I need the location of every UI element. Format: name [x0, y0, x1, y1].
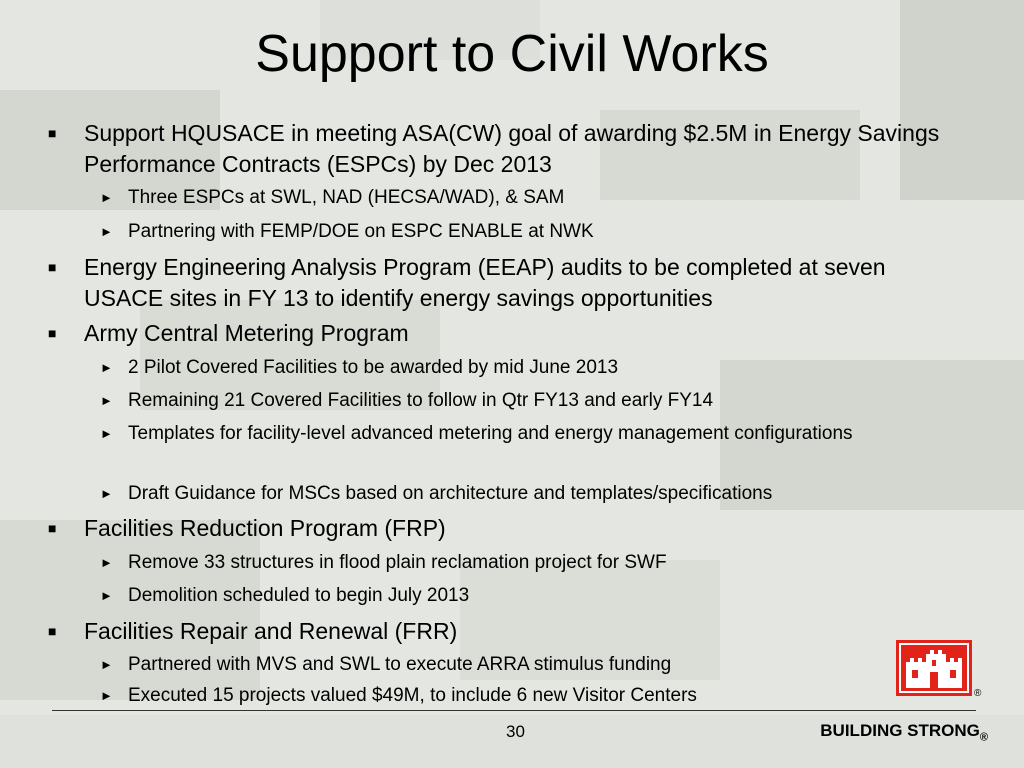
triangle-bullet-icon: ► — [100, 393, 113, 408]
bullet-text: Energy Engineering Analysis Program (EEAP) audits to be completed at seven USACE sites in FY 13 to identify energy savings opportunities — [84, 254, 886, 311]
square-bullet-icon: ■ — [48, 259, 57, 275]
sub-bullet-text: Partnering with FEMP/DOE on ESPC ENABLE at NWK — [128, 221, 594, 242]
bullet-item — [48, 252, 928, 314]
bullet-item — [48, 118, 940, 180]
sub-bullet-text: Demolition scheduled to begin July 2013 — [128, 585, 470, 606]
slide-title: Support to Civil Works — [255, 25, 769, 83]
triangle-bullet-icon: ► — [100, 486, 113, 501]
tagline-registered-mark: ® — [979, 731, 988, 744]
triangle-bullet-icon: ► — [100, 360, 113, 375]
footer-tagline — [820, 721, 988, 743]
sub-bullet-text: Executed 15 projects valued $49M, to include 6 new Visitor Centers — [128, 685, 697, 706]
tagline-text: BUILDING STRONG — [820, 721, 980, 740]
bullet-text: Army Central Metering Program — [84, 320, 409, 346]
square-bullet-icon: ■ — [48, 325, 57, 341]
square-bullet-icon: ■ — [48, 520, 57, 536]
triangle-bullet-icon: ► — [100, 224, 113, 239]
castle-logo-icon — [896, 640, 972, 696]
triangle-bullet-icon: ► — [100, 657, 113, 672]
triangle-bullet-icon: ► — [100, 426, 113, 441]
bullet-text: Support HQUSACE in meeting ASA(CW) goal of awarding $2.5M in Energy Savings Performance Contracts (ESPCs) by Dec 2013 — [84, 120, 940, 177]
triangle-bullet-icon: ► — [100, 190, 113, 205]
sub-bullet-text: Draft Guidance for MSCs based on architecture and templates/specifications — [128, 483, 773, 504]
triangle-bullet-icon: ► — [100, 688, 113, 703]
square-bullet-icon: ■ — [48, 623, 57, 639]
bullet-text: Facilities Repair and Renewal (FRR) — [84, 618, 458, 644]
triangle-bullet-icon: ► — [100, 555, 113, 570]
square-bullet-icon: ■ — [48, 125, 57, 141]
triangle-bullet-icon: ► — [100, 588, 113, 603]
sub-bullet-text: Three ESPCs at SWL, NAD (HECSA/WAD), & SAM — [128, 187, 565, 208]
footer-divider — [52, 710, 976, 711]
logo-registered-mark: ® — [974, 688, 982, 699]
sub-bullet-text: 2 Pilot Covered Facilities to be awarded by mid June 2013 — [128, 357, 619, 378]
sub-bullet-text: Partnered with MVS and SWL to execute ARRA stimulus funding — [128, 654, 672, 675]
page-number: 30 — [506, 722, 525, 741]
bullet-text: Facilities Reduction Program (FRP) — [84, 515, 446, 541]
sub-bullet-text: Remove 33 structures in flood plain reclamation project for SWF — [128, 552, 667, 573]
sub-bullet-text: Remaining 21 Covered Facilities to follow in Qtr FY13 and early FY14 — [128, 390, 714, 411]
sub-bullet-text: Templates for facility-level advanced metering and energy management configurations — [128, 423, 853, 444]
